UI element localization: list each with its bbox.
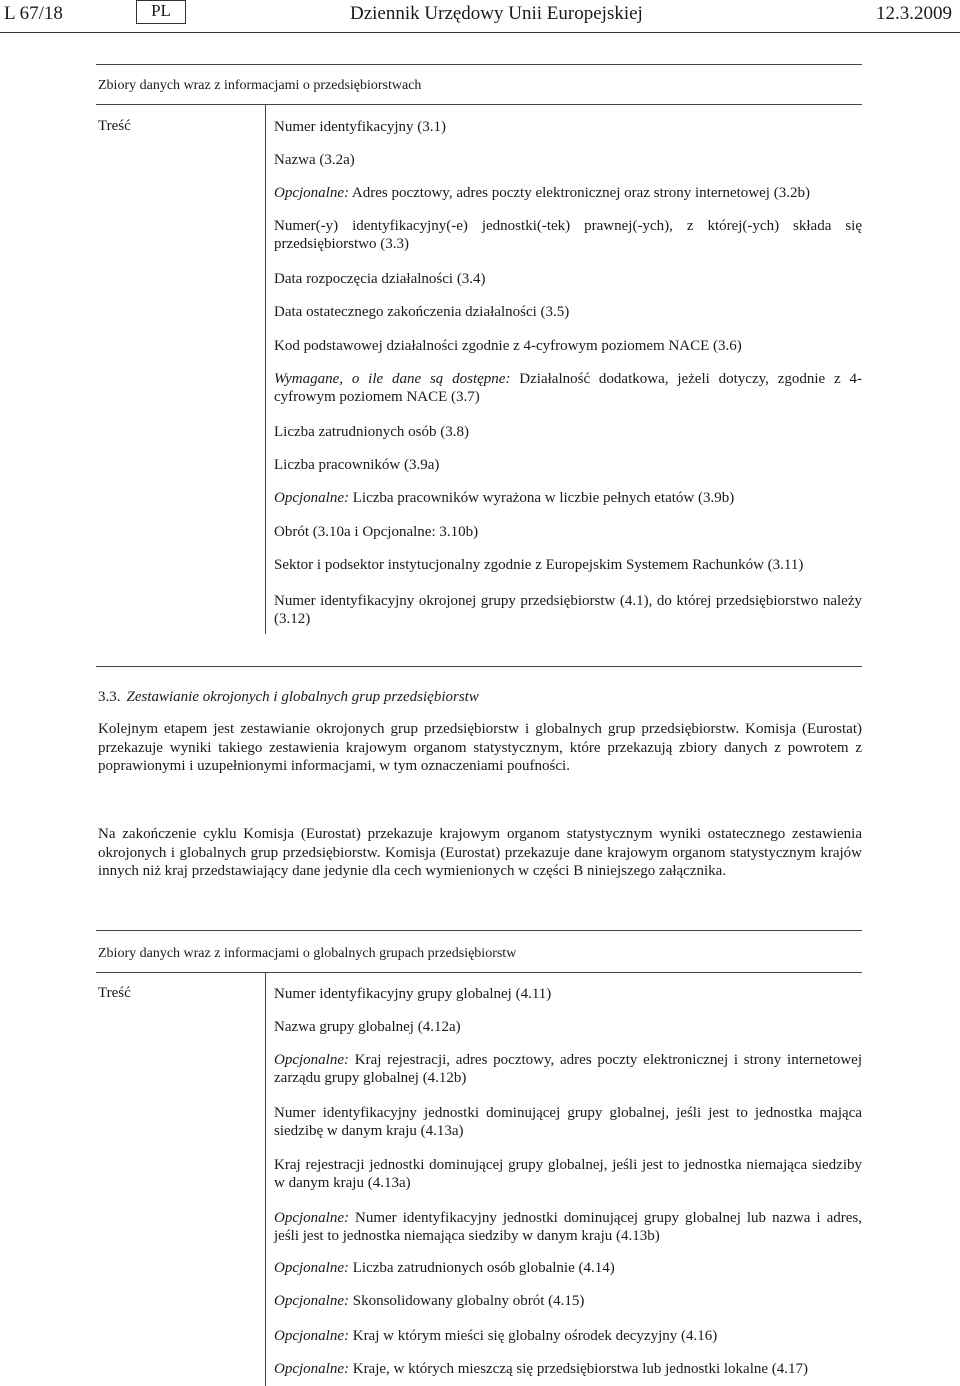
item-qualifier: Opcjonalne: — [274, 1210, 349, 1226]
item-text: Numer(-y) identyfikacyjny(-e) jednostki(-tek) prawnej(-ych), z której(-ych) składa się przedsiębiorstwo (3.3) — [274, 218, 862, 252]
item-text: Data ostatecznego zakończenia działalności (3.5) — [274, 304, 570, 320]
item-text: Liczba zatrudnionych osób globalnie (4.14) — [352, 1260, 615, 1276]
list-item — [274, 151, 862, 169]
list-item — [274, 456, 862, 474]
list-item — [274, 523, 862, 541]
item-qualifier: Opcjonalne: — [274, 185, 349, 201]
item-text: Nazwa (3.2a) — [274, 152, 355, 168]
item-text: Kraj rejestracji, adres pocztowy, adres poczty elektronicznej i strony internetowej zarządu grupy globalnej (4.12b) — [274, 1052, 863, 1086]
list-item — [274, 118, 862, 136]
list-item — [274, 184, 862, 202]
publication-date: 12.3.2009 — [876, 3, 952, 24]
item-text: Kraje, w których mieszczą się przedsiębiorstwa lub jednostki lokalne (4.17) — [352, 1361, 809, 1377]
item-text: Liczba pracowników wyrażona w liczbie pełnych etatów (3.9b) — [352, 490, 735, 506]
list-item — [274, 1156, 862, 1192]
item-qualifier: Opcjonalne: — [274, 1328, 349, 1344]
box1-top-rule — [96, 64, 862, 65]
box2-column-divider — [265, 972, 266, 1386]
section-title: Zestawianie okrojonych i globalnych grup przedsiębiorstw — [126, 689, 479, 705]
box2-top-rule — [96, 930, 862, 931]
item-qualifier: Opcjonalne: — [274, 1361, 349, 1377]
language-badge: PL — [136, 0, 186, 24]
item-text: Liczba zatrudnionych osób (3.8) — [274, 424, 469, 440]
list-item — [274, 1292, 862, 1310]
list-item — [274, 370, 862, 406]
section-heading — [98, 689, 479, 706]
box2-caption: Zbiory danych wraz z informacjami o globalnych grupach przedsiębiorstw — [98, 946, 517, 961]
box1-label: Treść — [98, 118, 131, 134]
item-text: Numer identyfikacyjny grupy globalnej (4.11) — [274, 986, 552, 1002]
box2-caption-rule — [96, 972, 862, 973]
page-header — [0, 0, 960, 30]
journal-title: Dziennik Urzędowy Unii Europejskiej — [350, 3, 643, 24]
list-item — [274, 556, 862, 574]
section-number: 3.3. — [98, 689, 121, 705]
list-item — [274, 270, 862, 288]
item-text: Adres pocztowy, adres poczty elektronicznej oraz strony internetowej (3.2b) — [351, 185, 810, 201]
item-text: Numer identyfikacyjny okrojonej grupy przedsiębiorstw (4.1), do której przedsiębiorstwo należy (3.12) — [274, 593, 862, 627]
section-paragraph-2: Na zakończenie cyklu Komisja (Eurostat) przekazuje krajowym organom statystycznym wyniki ostatecznego zestawienia okrojonych i globalnych grup przedsiębiorstw. Komisja (Eurostat) przekazuje dane krajowym organom statystycznym krajów innych niż kraj przedstawiający dane jedynie dla cech wymienionych w części B niniejszego załącznika. — [98, 826, 862, 879]
item-text: Data rozpoczęcia działalności (3.4) — [274, 271, 486, 287]
item-text: Numer identyfikacyjny jednostki dominującej grupy globalnej lub nazwa i adres, jeśli jest to jednostka niemająca siedziby w danym kraju (4.13b) — [274, 1210, 862, 1244]
list-item — [274, 1360, 862, 1378]
item-text: Kod podstawowej działalności zgodnie z 4-cyfrowym poziomem NACE (3.6) — [274, 338, 742, 354]
section-paragraph-1: Kolejnym etapem jest zestawianie okrojonych grup przedsiębiorstw i globalnych grup przedsiębiorstw. Komisja (Eurostat) przekazuje wyniki takiego zestawienia krajowym organom statystycznym, które przekazują zbiory danych z powrotem z poprawionymi i uzupełnionymi informacjami, w tym oznaczeniami poufności. — [98, 721, 862, 774]
item-text: Obrót (3.10a i Opcjonalne: 3.10b) — [274, 524, 479, 540]
box1-caption-rule — [96, 104, 862, 105]
box1-caption: Zbiory danych wraz z informacjami o przedsiębiorstwach — [98, 78, 422, 93]
item-text: Kraj rejestracji jednostki dominującej grupy globalnej, jeśli jest to jednostka niemająca siedziby w danym kraju (4.13a) — [274, 1157, 862, 1191]
list-item — [274, 1327, 862, 1345]
item-qualifier: Opcjonalne: — [274, 1052, 349, 1068]
item-text: Sektor i podsektor instytucjonalny zgodnie z Europejskim Systemem Rachunków (3.11) — [274, 557, 804, 573]
item-qualifier: Opcjonalne: — [274, 1260, 349, 1276]
list-item — [274, 303, 862, 321]
item-qualifier: Opcjonalne: — [274, 490, 349, 506]
list-item — [274, 217, 862, 253]
item-text: Numer identyfikacyjny (3.1) — [274, 119, 447, 135]
list-item — [274, 1259, 862, 1277]
list-item — [274, 489, 862, 507]
item-text: Działalność dodatkowa, jeżeli dotyczy, zgodnie z 4-cyfrowym poziomem NACE (3.7) — [274, 371, 862, 405]
list-item — [274, 423, 862, 441]
item-text: Nazwa grupy globalnej (4.12a) — [274, 1019, 461, 1035]
list-item — [274, 1209, 862, 1245]
item-text: Skonsolidowany globalny obrót (4.15) — [352, 1293, 585, 1309]
list-item — [274, 985, 862, 1003]
list-item — [274, 592, 862, 628]
item-qualifier: Opcjonalne: — [274, 1293, 349, 1309]
journal-reference: L 67/18 — [4, 3, 63, 24]
list-item — [274, 1051, 862, 1087]
header-divider — [0, 32, 960, 33]
item-text: Numer identyfikacyjny jednostki dominującej grupy globalnej, jeśli jest to jednostka mająca siedzibę w danym kraju (4.13a) — [274, 1105, 862, 1139]
list-item — [274, 337, 862, 355]
box1-column-divider — [265, 104, 266, 634]
list-item — [274, 1018, 862, 1036]
box1-bottom-rule — [96, 666, 862, 667]
item-qualifier: Wymagane, o ile dane są dostępne: — [274, 371, 511, 387]
box2-label: Treść — [98, 985, 131, 1001]
list-item — [274, 1104, 862, 1140]
item-text: Kraj w którym mieści się globalny ośrodek decyzyjny (4.16) — [352, 1328, 718, 1344]
item-text: Liczba pracowników (3.9a) — [274, 457, 440, 473]
